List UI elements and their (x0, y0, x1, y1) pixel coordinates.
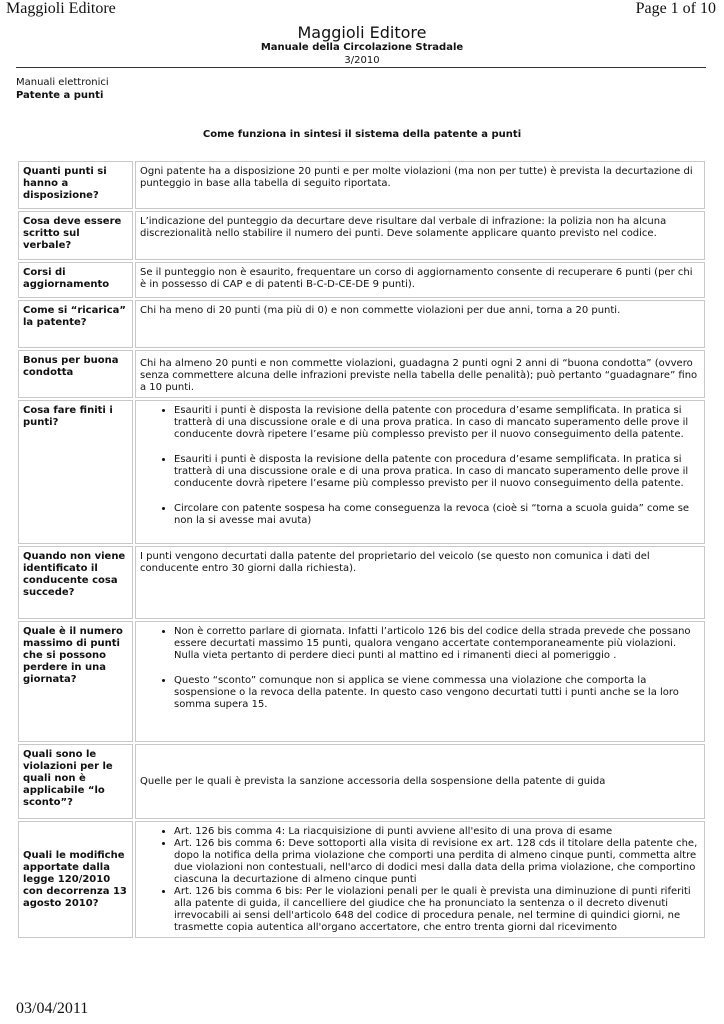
faq-answer: Se il punteggio non è esaurito, frequentare un corso di aggiornamento consente di recuperare 6 punti (per chi è in possesso di CAP e di patenti B-C-D-CE-DE 9 punti). (135, 262, 705, 298)
breadcrumb-section: Manuali elettronici (16, 77, 109, 88)
faq-answer: Chi ha meno di 20 punti (ma più di 0) e non commette violazioni per due anni, torna a 20 punti. (135, 300, 705, 348)
header-divider (16, 67, 706, 68)
faq-bullet: • Non è corretto parlare di giornata. Infatti l’articolo 126 bis del codice della strada prevede che possano essere decurtati massimo 15 punti, qualora vengano accertate contemporaneamente più violazioni. Nulla vieta pertanto di perdere dieci punti al mattino ed i rimanenti dieci al pomeriggio . (174, 626, 699, 662)
faq-row (18, 211, 705, 260)
faq-row (18, 161, 705, 209)
faq-answer (135, 621, 705, 742)
faq-answer: I punti vengono decurtati dalla patente del proprietario del veicolo (se questo non comunica i dati del conducente entro 30 giorni dalla richiesta). (135, 546, 705, 619)
faq-bullet: • Art. 126 bis comma 6 bis: Per le violazioni penali per le quali è prevista una diminuzione di punti riferiti alla patente di guida, il cancelliere del giudice che ha pronunciato la sentenza o il decreto divenuti irrevocabili ai sensi dell'articolo 648 del codice di procedura penale, nel termine di quindici giorni, ne trasmette copia autentica all'organo accertatore, che entro trenta giorni dal ricevimento (174, 886, 699, 934)
faq-question: Quando non viene identificato il conducente cosa succede? (18, 546, 133, 619)
faq-question: Come si “ricarica” la patente? (18, 300, 133, 348)
faq-answer (135, 821, 705, 938)
faq-question: Quali le modifiche apportate dalla legge 120/2010 con decorrenza 13 agosto 2010? (18, 821, 133, 938)
section-title: Come funziona in sintesi il sistema della patente a punti (202, 129, 522, 140)
faq-row (18, 546, 705, 619)
faq-question: Quali sono le violazioni per le quali non è applicabile “lo sconto”? (18, 744, 133, 819)
faq-bullet-list (140, 626, 699, 711)
faq-row (18, 300, 705, 348)
faq-table (16, 159, 707, 940)
faq-row (18, 821, 705, 938)
breadcrumb (16, 76, 109, 102)
faq-bullet-list (140, 826, 699, 934)
faq-bullet: • Art. 126 bis comma 4: La riacquisizione di punti avviene all'esito di una prova di esame (174, 826, 699, 838)
faq-row (18, 350, 705, 398)
faq-question: Corsi di aggiornamento (18, 262, 133, 298)
page-header-left: Maggioli Editore (6, 0, 116, 17)
faq-question: Quanti punti si hanno a disposizione? (18, 161, 133, 209)
faq-question: Bonus per buona condotta (18, 350, 133, 398)
faq-question: Cosa fare finiti i punti? (18, 400, 133, 544)
faq-bullet: • Circolare con patente sospesa ha come conseguenza la revoca (cioè si “torna a scuola guida” come se non la si avesse mai avuta) (174, 503, 699, 527)
faq-answer: Quelle per le quali è prevista la sanzione accessoria della sospensione della patente di guida (135, 744, 705, 819)
breadcrumb-topic: Patente a punti (16, 90, 104, 101)
faq-bullet-list (140, 405, 699, 527)
faq-answer: Chi ha almeno 20 punti e non commette violazioni, guadagna 2 punti ogni 2 anni di “buona condotta” (ovvero senza commettere alcuna delle infrazioni previste nella tabella delle penalità); può pertanto “guadagnare” fino a 10 punti. (135, 350, 705, 398)
faq-answer (135, 400, 705, 544)
faq-answer: Ogni patente ha a disposizione 20 punti e per molte violazioni (ma non per tutte) è prevista la decurtazione di punteggio in base alla tabella di seguito riportata. (135, 161, 705, 209)
faq-bullet: • Art. 126 bis comma 6: Deve sottoporti alla visita di revisione ex art. 128 cds il titolare della patente che, dopo la notifica della prima violazione che comporti una perdita di almeno cinque punti, commetta altre due violazioni non contestuali, nell'arco di dodici mesi dalla data della prima violazione, che comportino ciascuna la decurtazione di almeno cinque punti (174, 838, 699, 886)
print-date: 03/04/2011 (16, 1000, 89, 1017)
faq-row (18, 621, 705, 742)
faq-question: Cosa deve essere scritto sul verbale? (18, 211, 133, 260)
faq-row (18, 400, 705, 544)
faq-bullet: • Esauriti i punti è disposta la revisione della patente con procedura d’esame semplificata. In pratica si tratterà di una discussione orale e di una prova pratica. In caso di mancato superamento delle prove il conducente dovrà ripetere l’esame più complesso previsto per il nuovo conseguimento della patente. (174, 454, 699, 490)
faq-question: Quale è il numero massimo di punti che si possono perdere in una giornata? (18, 621, 133, 742)
faq-answer: L’indicazione del punteggio da decurtare deve risultare dal verbale di infrazione: la polizia non ha alcuna discrezionalità nello stabilire il numero dei punti. Deve solamente applicare quanto previsto nel codice. (135, 211, 705, 260)
document-title: Maggioli Editore (297, 23, 427, 42)
document-subtitle: Manuale della Circolazione Stradale (260, 42, 464, 53)
faq-bullet: • Questo “sconto” comunque non si applica se viene commessa una violazione che comporta la sospensione o la revoca della patente. In questo caso vengono decurtati tutti i punti anche se la loro somma supera 15. (174, 675, 699, 711)
page-number: Page 1 of 10 (635, 0, 716, 17)
faq-bullet: • Esauriti i punti è disposta la revisione della patente con procedura d’esame semplificata. In pratica si tratterà di una discussione orale e di una prova pratica. In caso di mancato superamento delle prove il conducente dovrà ripetere l’esame più complesso previsto per il nuovo conseguimento della patente. (174, 405, 699, 441)
document-issue: 3/2010 (344, 55, 380, 66)
faq-row (18, 744, 705, 819)
faq-row (18, 262, 705, 298)
